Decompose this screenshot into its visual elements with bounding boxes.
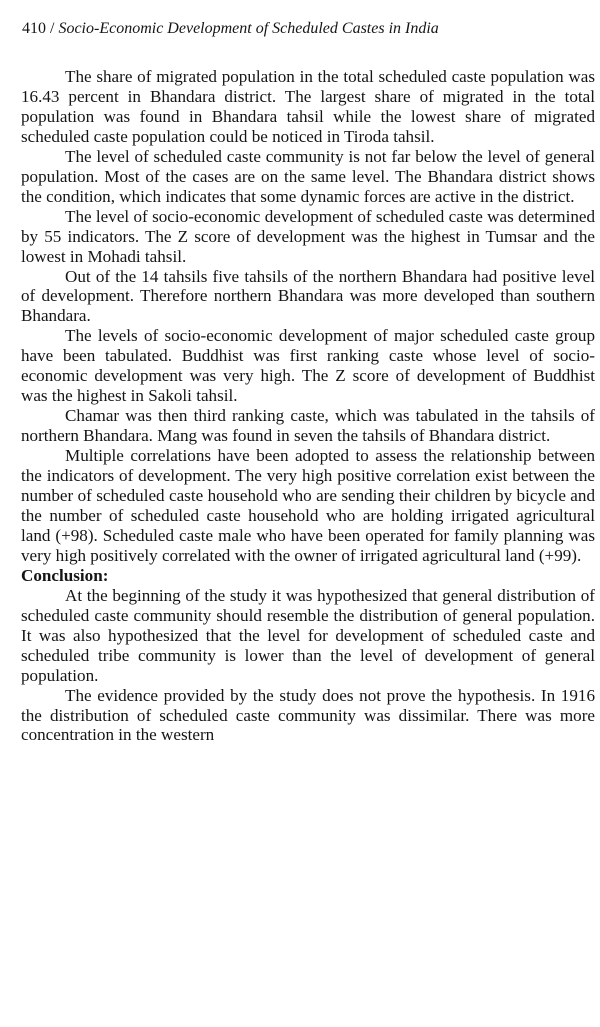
book-title: Socio-Economic Development of Scheduled Castes in India — [58, 20, 439, 37]
header-separator: / — [50, 20, 55, 37]
body-text — [21, 67, 595, 745]
running-header — [22, 20, 439, 38]
paragraph-tahsils: Out of the 14 tahsils five tahsils of the northern Bhandara had positive level of development. Therefore northern Bhandara was more developed than southern Bhandara. — [21, 266, 595, 326]
paragraph-caste-groups: The levels of socio-economic development of major scheduled caste group have been tabulated. Buddhist was first ranking caste whose level of socio-economic development was very high. The Z score of development of Buddhist was the highest in Sakoli tahsil. — [21, 326, 595, 406]
paragraph-community-level: The level of scheduled caste community is not far below the level of general population. Most of the cases are on the same level. The Bhandara district shows the condition, which indicates that some dynamic forces are active in the district. — [21, 146, 595, 206]
conclusion-heading: Conclusion: — [21, 565, 109, 585]
paragraph-indicators: The level of socio-economic development of scheduled caste was determined by 55 indicators. The Z score of development was the highest in Tumsar and the lowest in Mohadi tahsil. — [21, 206, 595, 266]
paragraph-migration: The share of migrated population in the total scheduled caste population was 16.43 percent in Bhandara district. The largest share of migrated in the total population was found in Bhandara tahsil while the lowest share of migrated scheduled caste population could be noticed in Tiroda tahsil. — [21, 67, 595, 146]
paragraph-hypothesis: At the beginning of the study it was hypothesized that general distribution of scheduled caste community should resemble the distribution of general population. It was also hypothesized that the level for development of scheduled caste and scheduled tribe community is lower than the level of development of general population. — [21, 585, 595, 685]
paragraph-chamar: Chamar was then third ranking caste, which was tabulated in the tahsils of northern Bhandara. Mang was found in seven the tahsils of Bhandara district. — [21, 406, 595, 446]
page-number: 410 — [22, 20, 46, 37]
paragraph-correlations: Multiple correlations have been adopted to assess the relationship between the indicators of development. The very high positive correlation exist between the number of scheduled caste household who are sending their children by bicycle and the number of scheduled caste household who are holding irrigated agricultural land (+98). Scheduled caste male who have been operated for family planning was very high positively correlated with the owner of irrigated agricultural land (+99). — [21, 446, 595, 565]
paragraph-evidence: The evidence provided by the study does not prove the hypothesis. In 1916 the distribution of scheduled caste community was dissimilar. There was more concentration in the western — [21, 685, 595, 745]
